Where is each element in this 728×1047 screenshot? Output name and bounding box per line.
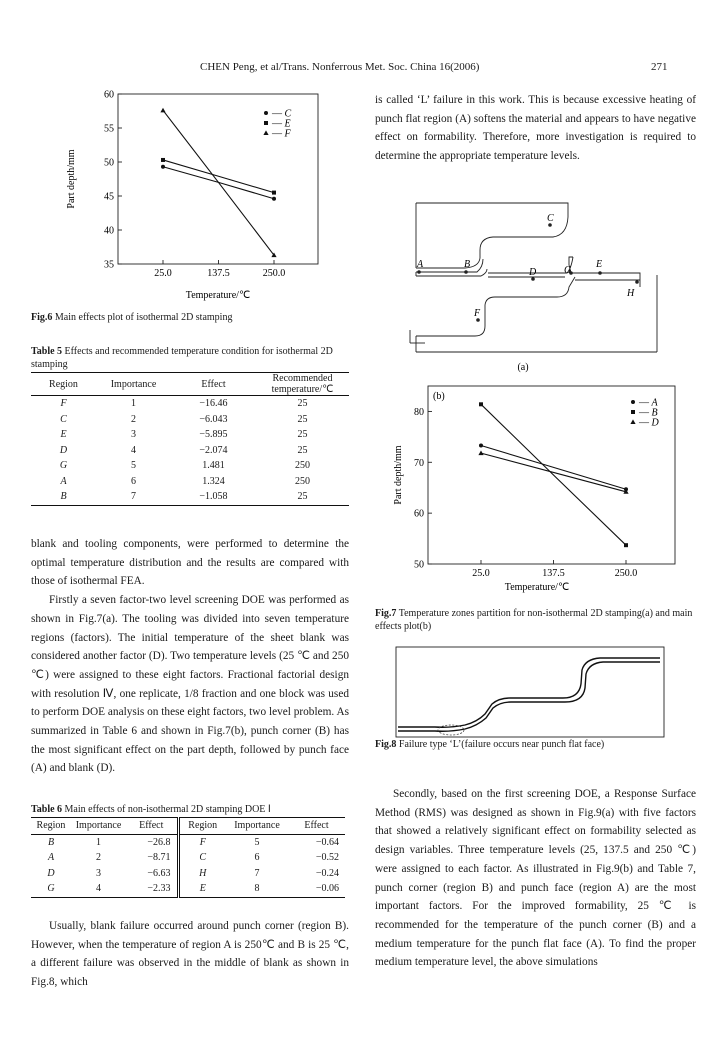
table-row [31, 866, 345, 882]
table-cell: −8.71 [126, 850, 178, 866]
legend-label-a: — A [639, 397, 658, 409]
legend-label-e: — E [272, 118, 291, 130]
table-cell: −1.058 [171, 489, 256, 505]
table-cell: 5 [131, 460, 136, 472]
table-cell: C [60, 413, 67, 425]
y-tick-label: 60 [104, 89, 114, 101]
table-row [31, 834, 345, 850]
legend-marker-f [263, 130, 268, 135]
fig7b-panel-label: (b) [433, 391, 445, 402]
table-cell: A [47, 852, 55, 864]
series-line-f [163, 110, 274, 255]
table-row [31, 412, 349, 428]
fig7a-diagram [385, 195, 665, 377]
left-paragraph: Firstly a seven factor-two level screening DOE was performed as shown in Fig.7(a). The tooling was divided into seven temperature regions (factors). The initial temperature of the sheet blank was considered another factor (D). Two temperature levels (25 ℃ and 250 ℃) were assigned to these eight factors. Fractional factorial design with resolution Ⅳ, one replicate, 1/8 fraction and one block was used to perform DOE analysis on these eight factors, two level problem. As summarized in Table 6 and shown in Fig.7(b), punch corner (B) has the most significant effect on the part depth, followed by punch face (A) and blank (D). [31, 594, 349, 775]
table-cell: B [31, 489, 96, 505]
fig7b-ylabel: Part depth/mm [393, 445, 404, 505]
legend-label-b: — B [639, 407, 658, 419]
table-cell: −5.895 [199, 429, 228, 441]
data-point-d [478, 451, 483, 456]
table-cell: D [47, 867, 55, 879]
table-cell: E [60, 429, 67, 441]
table-cell: 1.324 [202, 475, 225, 487]
table-cell: H [199, 867, 207, 879]
table6-caption: Table 6 Main effects of non-isothermal 2D stamping DOE Ⅰ [31, 804, 271, 815]
zone-label-g: G [564, 265, 572, 276]
table-cell: −0.06 [288, 881, 345, 897]
blank-lower-left [416, 269, 487, 276]
table-row [31, 396, 349, 412]
running-title: CHEN Peng, et al/Trans. Nonferrous Met. Soc. China 16(2006) [200, 61, 480, 73]
y-tick-label: 45 [104, 191, 114, 203]
table-header-cell: Region [178, 818, 226, 835]
table-cell: −2.074 [199, 444, 228, 456]
running-header [0, 61, 728, 77]
legend-marker-c [264, 111, 268, 115]
table-cell: −6.043 [199, 413, 228, 425]
table-header-cell: Region [31, 818, 71, 835]
x-tick-label: 250.0 [614, 568, 638, 579]
table-cell: 3 [131, 429, 136, 441]
table-cell: −0.24 [315, 867, 339, 879]
data-point-b [479, 402, 483, 406]
table-cell: 1 [131, 398, 136, 410]
table-cell: C [199, 852, 207, 864]
table-cell: 25 [297, 444, 308, 456]
legend-marker-b [631, 410, 635, 414]
zone-label-e: E [596, 259, 603, 270]
table-cell: 2 [96, 852, 101, 864]
table-cell: 6 [131, 475, 136, 487]
y-tick-label: 55 [104, 123, 114, 135]
table-cell: −0.52 [315, 852, 339, 864]
table5-caption: Table 5 Effects and recommended temperature condition for isothermal 2D stamping [31, 346, 333, 370]
y-tick-label: 80 [414, 406, 424, 418]
series-line-d [481, 453, 626, 492]
zone-label-c: C [547, 213, 554, 224]
fig6-chart [58, 84, 348, 304]
table-cell: 4 [71, 881, 126, 897]
holder-top [569, 265, 640, 287]
y-tick-label: 40 [104, 225, 114, 237]
series-line-e [163, 160, 274, 193]
table-cell: D [59, 444, 68, 456]
table-row [31, 458, 349, 474]
legend-label-d: — D [639, 417, 659, 429]
table-cell: 25 [297, 413, 308, 425]
table-header-cell: Importance [96, 373, 171, 396]
legend-marker-a [631, 400, 635, 404]
table-cell: F [199, 836, 206, 848]
left-paragraph: Usually, blank failure occurred around punch corner (region B). However, when the temperature of region A is 250℃ and B is 25 ℃, a different failure was observed in the middle of blank as shown in Fig.8, which [31, 920, 349, 989]
legend-marker-d [630, 419, 635, 424]
right-paragraph: Secondly, based on the first screening DOE, a Response Surface Method (RMS) was designed as shown in Fig.9(a) with five factors that showed a relatively significant effect on formability selected as design variables. Three temperature levels (25, 137.5 and 250 ℃) were assigned to each factor. As illustrated in Fig.9(b) and Table 7, punch corner (region B) and punch face (region A) are the most important factors. For the improved formability, 25 ℃ is recommended for the temperature of the punch corner (B) and a medium temperature for the punch flat face (A). To find the proper medium temperature level, the above simulations [375, 788, 696, 969]
fig7-caption: Fig.7 Temperature zones partition for non-isothermal 2D stamping(a) and main effects plot(b) [375, 608, 693, 632]
fig8-caption: Fig.8 Failure type ‘L’(failure occurs near punch flat face) [375, 739, 605, 750]
table-cell: 2 [131, 413, 136, 425]
data-point-c [161, 165, 165, 169]
table-cell: 3 [96, 867, 101, 879]
table-cell: −6.63 [126, 866, 178, 882]
table-cell: G [31, 881, 71, 897]
table-cell: 8 [226, 881, 288, 897]
x-tick-label: 137.5 [542, 568, 565, 579]
x-tick-label: 25.0 [154, 268, 172, 279]
fig8-frame [396, 647, 664, 737]
left-paragraph: blank and tooling components, were performed to determine the optimal temperature distribution and the results are compared with those of isothermal FEA. [31, 538, 349, 588]
table-cell: 25 [297, 429, 308, 441]
right-text-block-2 [375, 785, 696, 972]
table-cell: A [60, 475, 67, 487]
table-cell: B [47, 836, 55, 848]
table-cell: E [178, 881, 226, 897]
fig7b-chart [375, 382, 695, 594]
table-row [31, 474, 349, 490]
table-cell: 5 [254, 836, 260, 848]
table-cell: G [59, 460, 68, 472]
table-header-cell: Importance [226, 818, 288, 835]
x-tick-label: 25.0 [472, 568, 490, 579]
x-tick-label: 137.5 [207, 268, 230, 279]
left-text-block-1 [31, 535, 349, 778]
fig7b-xlabel: Temperature/℃ [504, 582, 570, 593]
y-tick-label: 70 [414, 457, 424, 469]
fig8-failure-image [395, 646, 665, 738]
y-tick-label: 35 [104, 259, 114, 271]
zone-label-b: B [464, 259, 471, 270]
table-cell: 25 [256, 489, 349, 505]
fig6-caption: Fig.6 Main effects plot of isothermal 2D stamping [31, 312, 233, 323]
legend-label-f: — F [272, 128, 291, 140]
table-cell: 6 [254, 852, 260, 864]
table-row [31, 881, 345, 897]
left-text-block-2 [31, 917, 349, 992]
table-cell: 7 [254, 867, 260, 879]
data-point-e [272, 191, 276, 195]
fig7a-panel-label: (a) [517, 362, 529, 373]
table-header-cell: Recommended temperature/℃ [256, 373, 349, 396]
table-cell: 250 [295, 460, 310, 472]
table-cell: −26.8 [126, 834, 178, 850]
data-point-e [161, 158, 165, 162]
table-row [31, 850, 345, 866]
series-line-a [481, 446, 626, 490]
x-tick-label: 250.0 [262, 268, 286, 279]
right-paragraph: is called ‘L’ failure in this work. This is because excessive heating of punch flat region (A) softens the material and appears to have negative effect on formability. Therefore, more investigation is required to determine the appropriate temperature levels. [375, 94, 696, 163]
fig7b-plot-frame [428, 386, 675, 564]
table-row [31, 443, 349, 459]
zone-label-h: H [627, 288, 635, 299]
table-header-cell: Importance [71, 818, 126, 835]
table-header-cell: Region [31, 373, 96, 396]
punch-outline [416, 277, 575, 336]
table-cell: 250 [295, 475, 310, 487]
table-cell: 1 [96, 836, 101, 848]
legend-label-c: — C [272, 108, 292, 120]
table-header-cell: Effect [288, 818, 345, 835]
table-row [31, 489, 349, 505]
data-point-f [160, 108, 165, 113]
zone-label-a: A [417, 259, 424, 270]
table-header-cell: Effect [126, 818, 178, 835]
legend-marker-e [264, 121, 268, 125]
y-tick-label: 50 [414, 559, 424, 571]
y-tick-label: 60 [414, 508, 424, 520]
zone-label-f: F [474, 308, 481, 319]
table-cell: 4 [131, 444, 136, 456]
table-header-cell: Effect [171, 373, 256, 396]
die-outline [416, 203, 568, 268]
blank-outline-left [416, 259, 483, 272]
table-cell: F [60, 398, 67, 410]
right-text-block-1 [375, 91, 696, 166]
data-point-b [624, 543, 628, 547]
table5 [31, 372, 349, 506]
y-tick-label: 50 [104, 157, 114, 169]
fig6-ylabel: Part depth/mm [66, 149, 77, 209]
zone-label-d: D [529, 267, 537, 278]
series-line-b [481, 404, 626, 545]
data-point-a [479, 444, 483, 448]
data-point-c [272, 197, 276, 201]
table-row [31, 427, 349, 443]
table-cell: −0.64 [315, 836, 339, 848]
table-cell: 25 [297, 398, 308, 410]
table-cell: 1.481 [202, 460, 225, 472]
table-cell: −2.33 [126, 881, 178, 897]
fig6-xlabel: Temperature/℃ [185, 290, 251, 301]
table6 [31, 817, 345, 898]
table-cell: 7 [96, 489, 171, 505]
page-number: 271 [651, 61, 668, 73]
table-cell: −16.46 [199, 398, 228, 410]
